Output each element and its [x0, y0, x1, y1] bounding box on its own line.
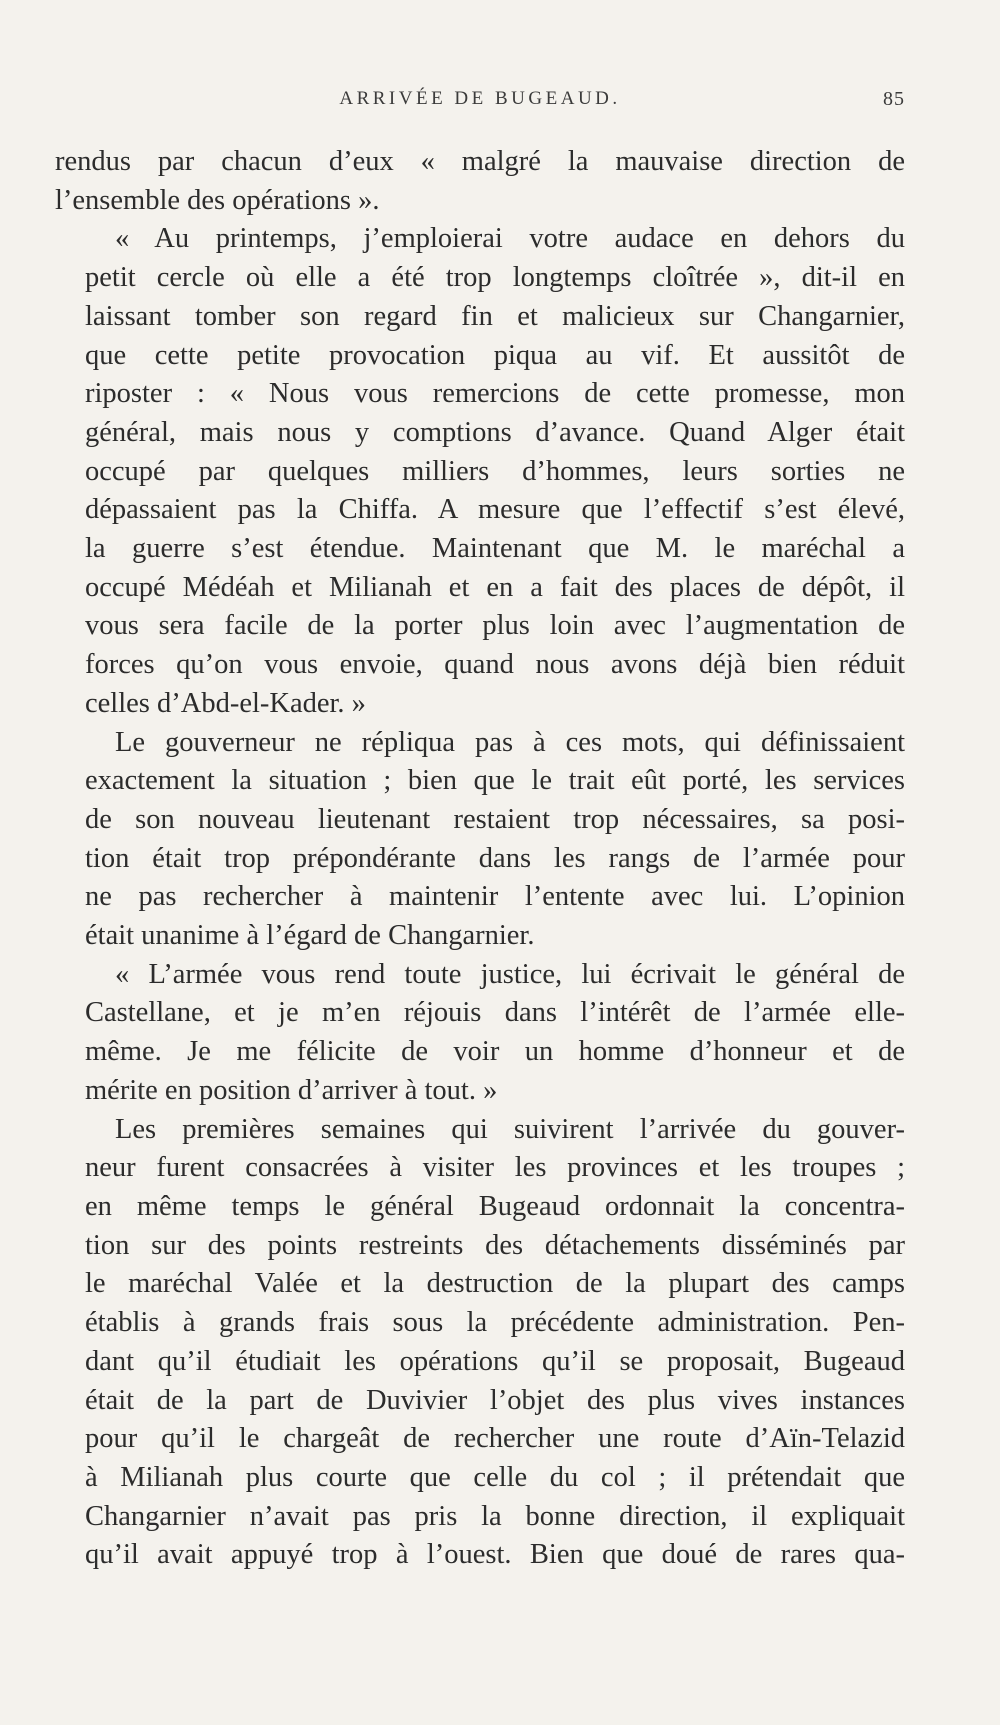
text-line: mérite en position d’arriver à tout. » — [85, 1074, 498, 1106]
text-line: qu’il avait appuyé trop à l’ouest. Bien que doué de rares qua- — [85, 1539, 905, 1571]
text-line: pour qu’il le chargeât de rechercher une route d’Aïn-Telazid — [85, 1423, 905, 1455]
text-line: à Milianah plus courte que celle du col ; il prétendait que — [85, 1461, 905, 1493]
text-line: Les premières semaines qui suivirent l’arrivée du gouver- — [115, 1113, 905, 1145]
paragraph — [55, 220, 905, 723]
paragraph — [55, 1111, 905, 1575]
text-line: neur furent consacrées à visiter les provinces et les troupes ; — [85, 1152, 905, 1184]
paragraph — [55, 724, 905, 956]
text-line: Castellane, et je m’en réjouis dans l’intérêt de l’armée elle- — [85, 997, 905, 1029]
paragraph — [55, 143, 905, 220]
paragraph — [55, 956, 905, 1111]
running-head — [55, 88, 905, 118]
body-text — [55, 143, 905, 1575]
text-line: était unanime à l’égard de Changarnier. — [85, 920, 535, 952]
text-line: « Au printemps, j’emploierai votre audace en dehors du — [115, 223, 905, 255]
text-line: « L’armée vous rend toute justice, lui écrivait le général de — [115, 958, 905, 990]
text-line: dant qu’il étudiait les opérations qu’il se proposait, Bugeaud — [85, 1345, 905, 1377]
text-line: établis à grands frais sous la précédente administration. Pen- — [85, 1307, 905, 1339]
running-title: ARRIVÉE DE BUGEAUD. — [339, 88, 621, 109]
text-line: tion était trop prépondérante dans les rangs de l’armée pour — [85, 842, 905, 874]
text-line: vous sera facile de la porter plus loin avec l’augmentation de — [85, 610, 905, 642]
text-line: l’ensemble des opérations ». — [55, 184, 380, 216]
text-line: occupé par quelques milliers d’hommes, leurs sorties ne — [85, 455, 905, 487]
text-line: tion sur des points restreints des détachements disséminés par — [85, 1229, 905, 1261]
text-line: dépassaient pas la Chiffa. A mesure que l’effectif s’est élevé, — [85, 494, 905, 526]
text-line: de son nouveau lieutenant restaient trop nécessaires, sa posi- — [85, 803, 905, 835]
text-line: occupé Médéah et Milianah et en a fait des places de dépôt, il — [85, 571, 905, 603]
text-line: général, mais nous y comptions d’avance. Quand Alger était — [85, 416, 905, 448]
text-line: même. Je me félicite de voir un homme d’honneur et de — [85, 1036, 905, 1068]
text-line: laissant tomber son regard fin et malicieux sur Changarnier, — [85, 300, 905, 332]
text-line: riposter : « Nous vous remercions de cette promesse, mon — [85, 378, 905, 410]
text-line: le maréchal Valée et la destruction de la plupart des camps — [85, 1268, 905, 1300]
text-line: Le gouverneur ne répliqua pas à ces mots, qui définissaient — [115, 726, 905, 758]
text-line: ne pas rechercher à maintenir l’entente avec lui. L’opinion — [85, 881, 905, 913]
text-line: que cette petite provocation piqua au vif. Et aussitôt de — [85, 339, 905, 371]
text-line: exactement la situation ; bien que le trait eût porté, les services — [85, 765, 905, 797]
text-line: la guerre s’est étendue. Maintenant que M. le maréchal a — [85, 533, 905, 565]
text-line: petit cercle où elle a été trop longtemps cloîtrée », dit-il en — [85, 262, 905, 294]
text-line: était de la part de Duvivier l’objet des plus vives instances — [85, 1384, 905, 1416]
text-line: celles d’Abd-el-Kader. » — [85, 687, 366, 719]
text-line: forces qu’on vous envoie, quand nous avons déjà bien réduit — [85, 649, 905, 681]
text-line: en même temps le général Bugeaud ordonnait la concentra- — [85, 1190, 905, 1222]
page-number: 85 — [883, 88, 905, 110]
text-line: rendus par chacun d’eux « malgré la mauvaise direction de — [55, 146, 905, 177]
text-line: Changarnier n’avait pas pris la bonne direction, il expliquait — [85, 1500, 905, 1532]
